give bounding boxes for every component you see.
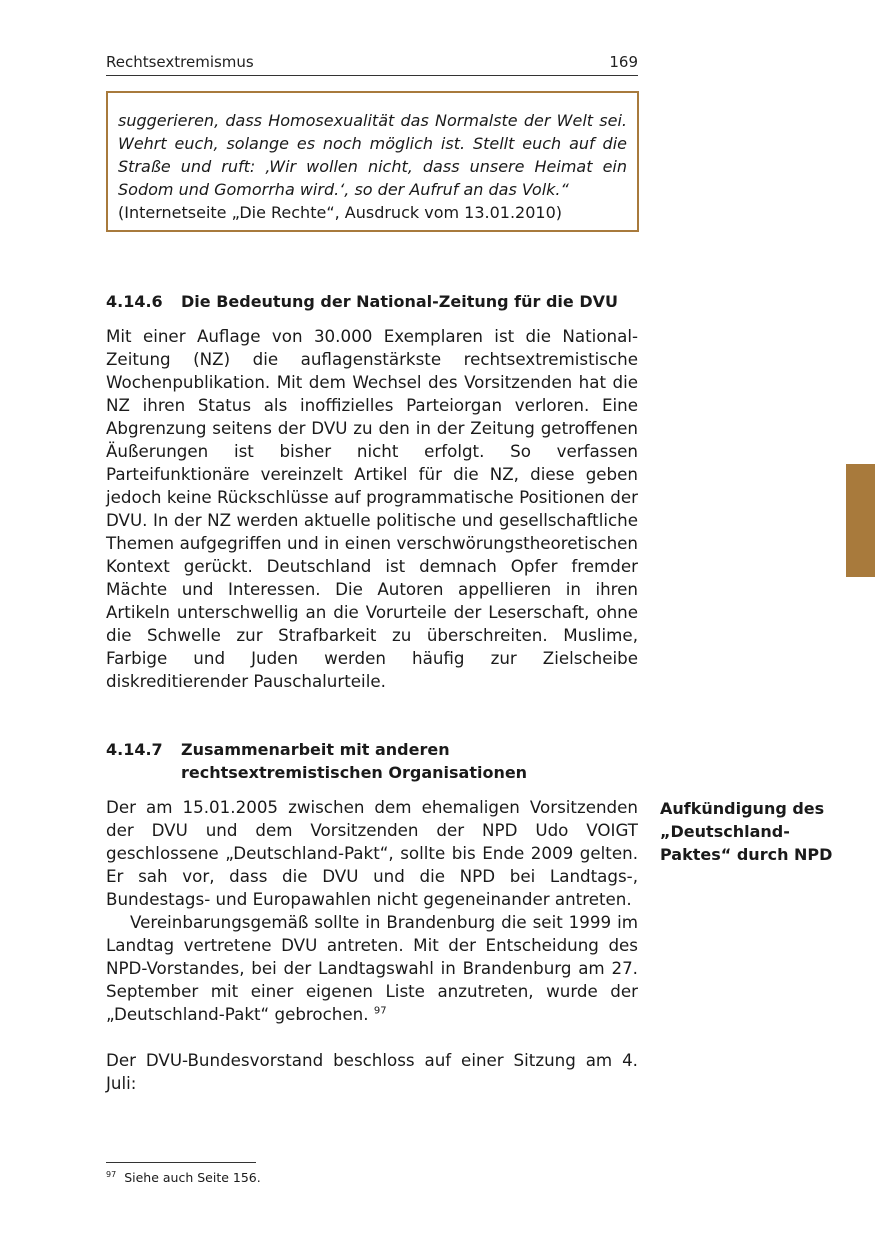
section-body: Mit einer Auflage von 30.000 Exemplaren ist die National-Zeitung (NZ) die auflagenstärkste rechtsextremistische Wochenpublikation. Mit dem Wechsel des Vorsitzenden hat die NZ ihren Status als inoffizielles Parteiorgan verloren. Eine Abgrenzung seitens der DVU zu den in der Zeitung getroffenen Äußerungen ist bisher nicht erfolgt. So verfassen Parteifunktionäre vereinzelt Artikel für die NZ, diese geben jedoch keine Rückschlüsse auf programmatische Positionen der DVU. In der NZ werden aktuelle politische und gesellschaftliche Themen aufgegriffen und in einen verschwörungstheoretischen Kontext gerückt. Deutschland ist demnach Opfer fremder Mächte und Interessen. Die Autoren appellieren in ihren Artikeln unterschwellig an die Vorurteile der Leserschaft, ohne die Schwelle zur Strafbarkeit zu überschreiten. Muslime, Farbige und Juden werden häufig zur Zielscheibe diskreditierender Pauschalurteile. bbox=[106, 326, 638, 691]
section-body bbox=[106, 796, 638, 1095]
chapter-title: Rechtsextremismus bbox=[106, 53, 254, 71]
footnote-text: Siehe auch Seite 156. bbox=[124, 1170, 261, 1186]
chapter-tab-marker bbox=[846, 464, 875, 577]
footnote-divider bbox=[106, 1162, 256, 1163]
footnote-reference[interactable]: 97 bbox=[373, 1005, 387, 1017]
quote-text: suggerieren, dass Homosexualität das Normalste der Welt sei. Wehrt euch, solange es noch möglich ist. Stellt euch auf die Straße und ruft: ‚Wir wollen nicht, dass unsere Heimat ein Sodom und Gomorrha wird.‘, so der Aufruf an das Volk.“ bbox=[118, 111, 627, 199]
quote-box bbox=[106, 91, 639, 232]
paragraph: Der DVU-Bundesvorstand beschloss auf einer Sitzung am 4. Juli: bbox=[106, 1050, 638, 1093]
section-heading-4-14-6 bbox=[106, 290, 638, 313]
paragraph: Der am 15.01.2005 zwischen dem ehemaligen Vorsitzenden der DVU und dem Vorsitzenden der NPD Udo VOIGT geschlossene „Deutschland-Pakt“, sollte bis Ende 2009 gelten. Er sah vor, dass die DVU und die NPD bei Landtags-, Bundestags- und Europawahlen nicht gegeneinander antreten. bbox=[106, 797, 638, 909]
quote-source: (Internetseite „Die Rechte“, Ausdruck vom 13.01.2010) bbox=[118, 203, 562, 222]
section-number: 4.14.7 bbox=[106, 740, 163, 759]
paragraph bbox=[106, 911, 638, 1026]
section-number: 4.14.6 bbox=[106, 292, 163, 311]
footnote-number: 97 bbox=[106, 1170, 117, 1179]
section-heading-4-14-7 bbox=[106, 738, 638, 784]
section-title: Zusammenarbeit mit anderen rechtsextremistischen Organisationen bbox=[181, 740, 528, 782]
section-title: Die Bedeutung der National-Zeitung für die DVU bbox=[181, 292, 618, 311]
margin-note: Aufkündigung des „Deutschland-Paktes“ durch NPD bbox=[660, 799, 833, 864]
footnote bbox=[106, 1166, 261, 1186]
page-number: 169 bbox=[609, 53, 638, 71]
running-header bbox=[106, 52, 638, 76]
paragraph-text: Vereinbarungsgemäß sollte in Brandenburg die seit 1999 im Landtag vertretene DVU antreten. Mit der Entscheidung des NPD-Vorstandes, bei der Landtagswahl in Brandenburg am 27. September mit einer eigenen Liste anzutreten, wurde der „Deutschland-Pakt“ gebrochen. bbox=[106, 912, 638, 1024]
